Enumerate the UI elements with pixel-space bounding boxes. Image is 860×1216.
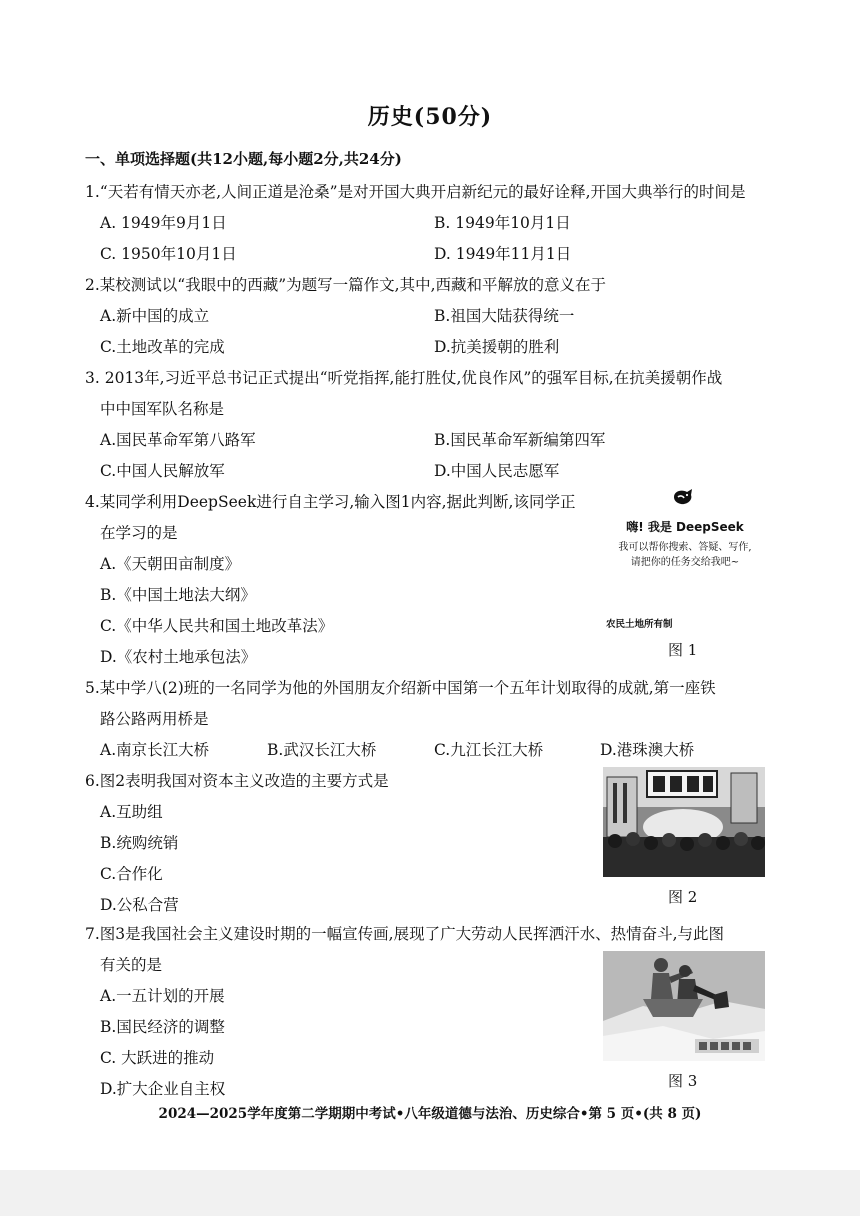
q6-option-b: B.统购统销 — [100, 834, 179, 852]
deepseek-subtitle-line1: 我可以帮你搜索、答疑、写作, — [618, 542, 752, 553]
question-3-stem-line2: 中中国军队名称是 — [100, 400, 225, 418]
q7-option-d: D.扩大企业自主权 — [100, 1080, 226, 1098]
q2-option-d: D.抗美援朝的胜利 — [434, 338, 560, 356]
q4-option-c: C.《中华人民共和国土地改革法》 — [100, 617, 334, 635]
deepseek-whale-icon — [672, 488, 694, 506]
question-6-stem: 6.图2表明我国对资本主义改造的主要方式是 — [85, 772, 389, 790]
q2-option-c: C.土地改革的完成 — [100, 338, 225, 356]
figure-3-poster — [603, 951, 765, 1061]
section-heading: 一、单项选择题(共12小题,每小题2分,共24分) — [85, 150, 402, 168]
deepseek-subtitle — [590, 540, 780, 570]
page-title: 历史(50分) — [367, 104, 493, 130]
q2-option-b: B.祖国大陆获得统一 — [434, 307, 575, 325]
q5-option-c: C.九江长江大桥 — [434, 741, 544, 759]
q1-option-a: A. 1949年9月1日 — [100, 214, 227, 232]
deepseek-subtitle-line2: 请把你的任务交给我吧~ — [630, 557, 740, 568]
deepseek-input-text: 农民土地所有制 — [606, 619, 673, 630]
deepseek-greeting: 嗨! 我是 DeepSeek — [626, 520, 744, 534]
figure-1-deepseek-screen — [590, 488, 780, 630]
question-3-stem-line1: 3. 2013年,习近平总书记正式提出“听党指挥,能打胜仗,优良作风”的强军目标,在抗美援朝作战 — [85, 369, 723, 387]
q5-option-b: B.武汉长江大桥 — [267, 741, 377, 759]
question-5-stem-line1: 5.某中学八(2)班的一名同学为他的外国朋友介绍新中国第一个五年计划取得的成就,第一座铁 — [85, 679, 716, 697]
q2-option-a: A.新中国的成立 — [100, 307, 210, 325]
question-4-stem-line1: 4.某同学利用DeepSeek进行自主学习,输入图1内容,据此判断,该同学正 — [85, 493, 576, 511]
q7-option-c: C. 大跃进的推动 — [100, 1049, 215, 1067]
q1-option-b: B. 1949年10月1日 — [434, 214, 571, 232]
question-2-stem: 2.某校测试以“我眼中的西藏”为题写一篇作文,其中,西藏和平解放的意义在于 — [85, 276, 606, 294]
q1-option-d: D. 1949年11月1日 — [434, 245, 572, 263]
q3-option-d: D.中国人民志愿军 — [434, 462, 560, 480]
q7-option-b: B.国民经济的调整 — [100, 1018, 225, 1036]
page-footer: 2024—2025学年度第二学期期中考试•八年级道德与法治、历史综合•第 5 页•(共 8 页) — [158, 1106, 702, 1122]
figure-1-caption: 图 1 — [668, 641, 698, 659]
question-1-stem: 1.“天若有情天亦老,人间正道是沧桑”是对开国大典开启新纪元的最好诠释,开国大典举行的时间是 — [85, 183, 746, 201]
q6-option-a: A.互助组 — [100, 803, 163, 821]
q3-option-a: A.国民革命军第八路军 — [100, 431, 256, 449]
q4-option-a: A.《天朝田亩制度》 — [100, 555, 241, 573]
q1-option-c: C. 1950年10月1日 — [100, 245, 237, 263]
q5-option-d: D.港珠澳大桥 — [600, 741, 695, 759]
q3-option-c: C.中国人民解放军 — [100, 462, 225, 480]
question-5-stem-line2: 路公路两用桥是 — [100, 710, 209, 728]
q7-option-a: A.一五计划的开展 — [100, 987, 225, 1005]
figure-3-caption: 图 3 — [668, 1072, 698, 1090]
figure-2-photo — [603, 767, 765, 877]
q4-option-b: B.《中国土地法大纲》 — [100, 586, 256, 604]
q6-option-c: C.合作化 — [100, 865, 163, 883]
question-7-stem-line1: 7.图3是我国社会主义建设时期的一幅宣传画,展现了广大劳动人民挥洒汗水、热情奋斗,与此图 — [85, 925, 725, 943]
figure-2-caption: 图 2 — [668, 888, 698, 906]
q5-option-a: A.南京长江大桥 — [100, 741, 210, 759]
q6-option-d: D.公私合营 — [100, 896, 179, 914]
question-4-stem-line2: 在学习的是 — [100, 524, 178, 542]
question-7-stem-line2: 有关的是 — [100, 956, 163, 974]
q3-option-b: B.国民革命军新编第四军 — [434, 431, 606, 449]
q4-option-d: D.《农村土地承包法》 — [100, 648, 257, 666]
